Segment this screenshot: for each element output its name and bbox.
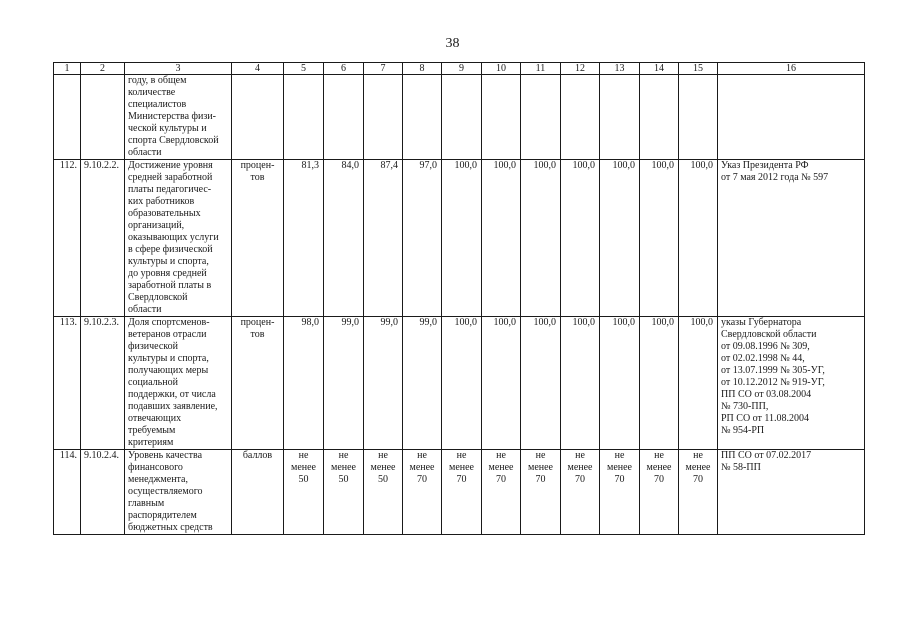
cell-line: менее	[488, 462, 514, 473]
value-cell	[640, 317, 679, 450]
cell-line: финансового	[128, 462, 183, 473]
value-cell	[364, 160, 403, 317]
value-cell	[482, 317, 521, 450]
cell-line: получающих меры	[128, 365, 209, 376]
cell-line: 100,0	[690, 317, 713, 328]
cell-line: Свердловской области	[721, 329, 817, 340]
cell-line: требуемым	[128, 425, 176, 436]
cell-line: специалистов	[128, 99, 187, 110]
cell-line: 70	[417, 474, 427, 485]
legal-basis-cell	[718, 75, 865, 160]
cell-line: менее	[567, 462, 593, 473]
indicator-code-cell: 9.10.2.3.	[81, 317, 125, 450]
cell-line: осуществляемого	[128, 486, 203, 497]
cell-line: от 09.08.1996 № 309,	[721, 341, 810, 352]
cell-line: менее	[685, 462, 711, 473]
cell-line: до уровня средней	[128, 268, 207, 279]
value-cell	[364, 75, 403, 160]
cell-line: менее	[528, 462, 553, 473]
cell-line: 70	[614, 474, 625, 485]
value-cell	[403, 450, 442, 535]
cell-line: культуры и спорта,	[128, 256, 209, 267]
cell-line: области	[128, 147, 162, 158]
cell-line: 100,0	[612, 317, 635, 328]
row-number-cell: 113.	[54, 317, 81, 450]
cell-line: Доля спортсменов-	[128, 317, 210, 328]
header-cell: 2	[81, 63, 125, 75]
cell-line: 70	[496, 474, 506, 485]
header-cell: 11	[521, 63, 561, 75]
cell-line: 70	[575, 474, 585, 485]
header-cell: 5	[284, 63, 324, 75]
indicator-name-cell	[125, 160, 232, 317]
cell-line: процен-	[240, 160, 275, 171]
cell-line: социальной	[128, 377, 178, 388]
value-cell	[482, 160, 521, 317]
cell-line: платы педагогичес-	[128, 184, 212, 195]
cell-line: менее	[646, 462, 672, 473]
cell-line: № 58-ПП	[721, 462, 761, 473]
cell-line: не	[378, 450, 388, 461]
unit-cell	[232, 75, 284, 160]
cell-line: области	[128, 304, 162, 315]
value-cell	[679, 450, 718, 535]
cell-line: 70	[456, 474, 467, 485]
value-cell	[600, 160, 640, 317]
value-cell	[442, 317, 482, 450]
header-cell: 15	[679, 63, 718, 75]
value-cell	[403, 160, 442, 317]
value-cell	[324, 160, 364, 317]
cell-line: менее	[449, 462, 474, 473]
value-cell	[679, 317, 718, 450]
table-row	[54, 160, 865, 317]
cell-line: менее	[291, 462, 316, 473]
cell-line: менеджмента,	[128, 474, 188, 485]
cell-line: главным	[128, 498, 165, 509]
cell-line: № 954-РП	[721, 425, 765, 436]
header-cell: 16	[718, 63, 865, 75]
indicator-name-cell	[125, 317, 232, 450]
cell-line: тов	[250, 172, 265, 183]
header-row	[54, 63, 865, 75]
value-cell	[284, 75, 324, 160]
value-cell	[561, 160, 600, 317]
header-cell: 7	[364, 63, 403, 75]
cell-line: году, в общем	[128, 75, 187, 86]
value-cell	[364, 450, 403, 535]
value-cell	[521, 450, 561, 535]
value-cell	[679, 160, 718, 317]
header-cell: 4	[232, 63, 284, 75]
cell-line: спорта Свердловской	[128, 135, 219, 146]
cell-line: 98,0	[301, 317, 319, 328]
cell-line: подавших заявление,	[128, 401, 218, 412]
header-cell: 3	[125, 63, 232, 75]
cell-line: не	[338, 450, 349, 461]
cell-line: ческой культуры и	[128, 123, 207, 134]
value-cell	[640, 450, 679, 535]
value-cell	[521, 317, 561, 450]
cell-line: менее	[409, 462, 435, 473]
row-number-cell: 112.	[54, 160, 81, 317]
cell-line: 100,0	[493, 317, 516, 328]
cell-line: ПП СО от 03.08.2004	[721, 389, 812, 400]
cell-line: от 10.12.2012 № 919-УГ,	[721, 377, 825, 388]
value-cell	[561, 317, 600, 450]
cell-line: поддержки, от числа	[128, 389, 216, 400]
cell-line: распорядителем	[128, 510, 197, 521]
cell-line: ких работников	[128, 196, 195, 207]
cell-line: не	[693, 450, 703, 461]
value-cell	[284, 450, 324, 535]
indicator-code-cell: 9.10.2.2.	[81, 160, 125, 317]
header-cell: 9	[442, 63, 482, 75]
value-cell	[364, 317, 403, 450]
cell-line: 100,0	[533, 317, 556, 328]
indicator-code-cell: 9.10.2.4.	[81, 450, 125, 535]
cell-line: менее	[331, 462, 356, 473]
row-number-cell	[54, 75, 81, 160]
cell-line: 50	[338, 474, 349, 485]
cell-line: заработной платы в	[128, 280, 212, 291]
cell-line: отвечающих	[128, 413, 182, 424]
cell-line: от 02.02.1998 № 44,	[721, 353, 805, 364]
cell-line: 100,0	[493, 160, 516, 171]
cell-line: 100,0	[651, 160, 674, 171]
table-row	[54, 317, 865, 450]
cell-line: 100,0	[454, 160, 477, 171]
legal-basis-cell	[718, 317, 865, 450]
cell-line: Уровень качества	[128, 450, 203, 461]
value-cell	[324, 75, 364, 160]
legal-basis-cell	[718, 450, 865, 535]
cell-line: процен-	[240, 317, 275, 328]
cell-line: не	[496, 450, 506, 461]
value-cell	[640, 160, 679, 317]
cell-line: указы Губернатора	[721, 317, 802, 328]
cell-line: организаций,	[128, 220, 185, 231]
value-cell	[482, 75, 521, 160]
cell-line: в сфере физической	[128, 244, 213, 255]
header-cell: 13	[600, 63, 640, 75]
cell-line: 81,3	[301, 160, 319, 171]
cell-line: РП СО от 11.08.2004	[721, 413, 810, 424]
cell-line: 87,4	[380, 160, 398, 171]
value-cell	[521, 160, 561, 317]
cell-line: количестве	[128, 87, 176, 98]
value-cell	[284, 317, 324, 450]
cell-line: 50	[378, 474, 388, 485]
cell-line: не	[417, 450, 427, 461]
cell-line: не	[535, 450, 546, 461]
cell-line: баллов	[242, 450, 273, 461]
cell-line: культуры и спорта,	[128, 353, 209, 364]
value-cell	[482, 450, 521, 535]
header-cell: 14	[640, 63, 679, 75]
cell-line: оказывающих услуги	[128, 232, 219, 243]
header-cell: 8	[403, 63, 442, 75]
value-cell	[324, 317, 364, 450]
indicator-name-cell	[125, 75, 232, 160]
cell-line: № 730-ПП,	[721, 401, 769, 412]
cell-line: физической	[128, 341, 178, 352]
header-cell: 12	[561, 63, 600, 75]
cell-line: 100,0	[572, 317, 595, 328]
cell-line: 100,0	[533, 160, 556, 171]
cell-line: от 13.07.1999 № 305-УГ,	[721, 365, 825, 376]
cell-line: критериям	[128, 437, 174, 448]
cell-line: 50	[298, 474, 309, 485]
value-cell	[521, 75, 561, 160]
value-cell	[561, 75, 600, 160]
cell-line: менее	[607, 462, 632, 473]
value-cell	[561, 450, 600, 535]
cell-line: Свердловской	[128, 292, 188, 303]
value-cell	[600, 450, 640, 535]
legal-basis-cell	[718, 160, 865, 317]
value-cell	[442, 160, 482, 317]
value-cell	[640, 75, 679, 160]
cell-line: тов	[250, 329, 265, 340]
header-cell: 1	[54, 63, 81, 75]
value-cell	[442, 75, 482, 160]
cell-line: 100,0	[572, 160, 595, 171]
value-cell	[679, 75, 718, 160]
cell-line: Достижение уровня	[128, 160, 213, 171]
cell-line: не	[456, 450, 467, 461]
unit-cell	[232, 450, 284, 535]
unit-cell	[232, 160, 284, 317]
table-row	[54, 75, 865, 160]
cell-line: 99,0	[380, 317, 398, 328]
header-cell: 6	[324, 63, 364, 75]
indicator-code-cell	[81, 75, 125, 160]
value-cell	[442, 450, 482, 535]
cell-line: 100,0	[651, 317, 674, 328]
cell-line: бюджетных средств	[128, 522, 213, 533]
indicator-name-cell	[125, 450, 232, 535]
cell-line: 100,0	[454, 317, 477, 328]
unit-cell	[232, 317, 284, 450]
header-cell: 10	[482, 63, 521, 75]
cell-line: Указ Президента РФ	[721, 160, 809, 171]
cell-line: 70	[535, 474, 546, 485]
value-cell	[403, 317, 442, 450]
row-number-cell: 114.	[54, 450, 81, 535]
cell-line: 99,0	[419, 317, 437, 328]
cell-line: ветеранов отрасли	[128, 329, 207, 340]
cell-line: 100,0	[612, 160, 635, 171]
cell-line: 70	[693, 474, 703, 485]
cell-line: от 7 мая 2012 года № 597	[721, 172, 829, 183]
cell-line: 70	[654, 474, 664, 485]
value-cell	[284, 160, 324, 317]
cell-line: не	[298, 450, 309, 461]
indicators-table	[53, 62, 865, 535]
page-number: 38	[445, 36, 460, 51]
cell-line: менее	[370, 462, 396, 473]
value-cell	[403, 75, 442, 160]
cell-line: 100,0	[690, 160, 713, 171]
cell-line: 84,0	[341, 160, 359, 171]
cell-line: Министерства физи-	[128, 111, 216, 122]
cell-line: ПП СО от 07.02.2017	[721, 450, 812, 461]
table-row	[54, 450, 865, 535]
cell-line: не	[654, 450, 664, 461]
cell-line: средней заработной	[128, 172, 213, 183]
value-cell	[324, 450, 364, 535]
value-cell	[600, 317, 640, 450]
cell-line: не	[575, 450, 585, 461]
cell-line: образовательных	[128, 208, 201, 219]
value-cell	[600, 75, 640, 160]
cell-line: не	[614, 450, 625, 461]
cell-line: 99,0	[341, 317, 359, 328]
cell-line: 97,0	[419, 160, 437, 171]
